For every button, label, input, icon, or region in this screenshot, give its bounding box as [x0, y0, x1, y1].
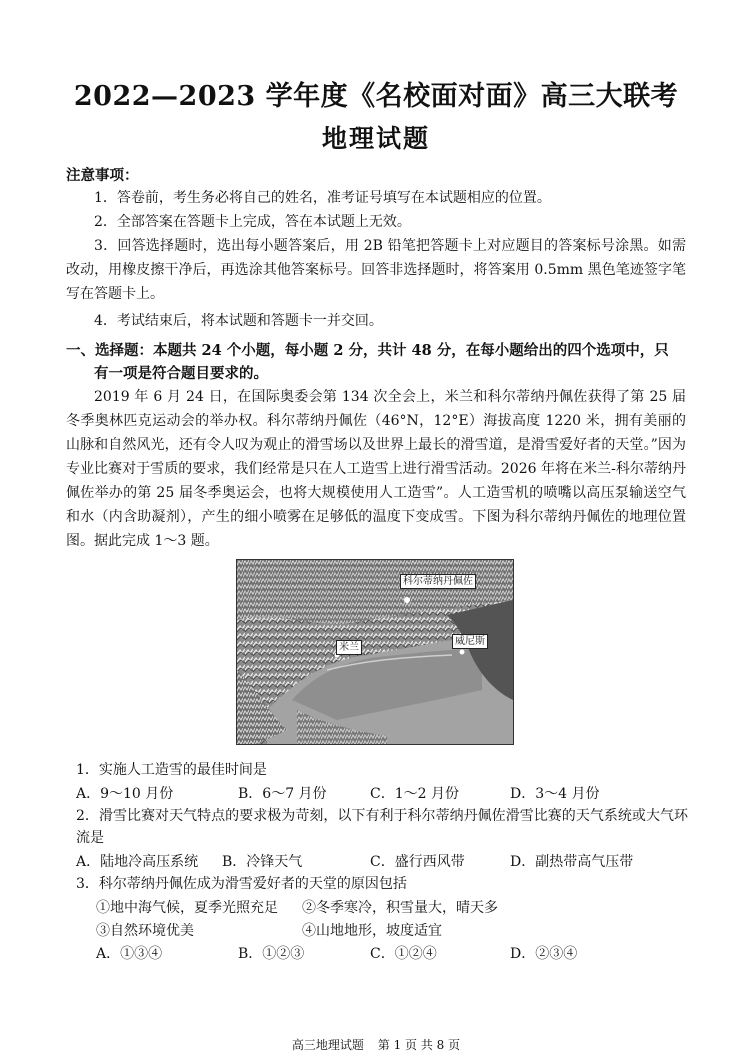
question-2-stem: 2．滑雪比赛对天气特点的要求极为苛刻，以下有利于科尔蒂纳丹佩佐滑雪比赛的天气系统或大气环流是 — [76, 808, 688, 846]
section-heading-line1: 一、选择题：本题共 24 个小题，每小题 2 分，共计 48 分，在每小题给出的四个选项中，只 — [66, 342, 669, 359]
map-label-milan: 米兰 — [336, 640, 362, 655]
question-3-option-a: A．①③④ — [96, 946, 163, 962]
question-2-option-c: C．盛行西风带 — [370, 854, 465, 870]
question-1-option-c: C．1～2 月份 — [370, 786, 459, 802]
question-1-option-a: A．9～10 月份 — [76, 786, 174, 802]
map-label-cortina: 科尔蒂纳丹佩佐 — [400, 574, 476, 589]
footer-subject: 高三地理试题 — [291, 1038, 364, 1052]
question-3-statement-3: ③自然环境优美 — [96, 923, 194, 939]
question-3-option-d: D．②③④ — [510, 946, 578, 962]
question-3-stem: 3．科尔蒂纳丹佩佐成为滑雪爱好者的天堂的原因包括 — [76, 876, 407, 892]
question-1-stem: 1．实施人工造雪的最佳时间是 — [76, 762, 267, 778]
passage-text: 2019 年 6 月 24 日，在国际奥委会第 134 次全会上，米兰和科尔蒂纳丹佩佐获得了第 25 届冬季奥林匹克运动会的举办权。科尔蒂纳丹佩佐（46°N，12°E）海拔高度 1220 米，拥有美丽的山脉和自然风光，还有令人叹为观止的滑雪场以及世界上最长的滑雪道，是滑雪爱好者的天堂。”因为专业比赛对于雪质的要求，我们经常是只在人工造雪上进行滑雪活动。2026 年将在米兰-科尔蒂纳丹佩佐举办的第 25 届冬季奥运会，也将大规模使用人工造雪”。人工造雪机的喷嘴以高压泵输送空气和水（内含助凝剂），产生的细小喷雾在足够低的温度下变成雪。下图为科尔蒂纳丹佩佐的地理位置图。据此完成 1～3 题。 — [66, 389, 686, 549]
question-3-statement-1: ①地中海气候，夏季光照充足 — [96, 900, 278, 916]
note-item-3: 3．回答选择题时，选出每小题答案后，用 2B 铅笔把答题卡上对应题目的答案标号涂黑。如需改动，用橡皮擦干净后，再选涂其他答案标号。回答非选择题时，将答案用 0.5mm 黑色笔迹签字笔写在答题卡上。 — [66, 238, 686, 302]
question-3-statement-2: ②冬季寒冷，积雪量大，晴天多 — [302, 900, 498, 916]
question-1-option-b: B．6～7 月份 — [238, 786, 327, 802]
question-3-option-b: B．①②③ — [238, 946, 305, 962]
notes-heading: 注意事项： — [66, 167, 139, 184]
question-2-option-b: B．冷锋天气 — [222, 854, 303, 870]
section-heading-line2: 有一项是符合题目要求的。 — [94, 365, 268, 382]
question-2-option-a: A．陆地冷高压系统 — [76, 854, 199, 870]
note-item-1: 1．答卷前，考生务必将自己的姓名，准考证号填写在本试题相应的位置。 — [94, 190, 551, 206]
question-1-option-d: D．3～4 月份 — [510, 786, 600, 802]
location-map — [236, 559, 514, 745]
section-heading — [66, 339, 686, 385]
question-3-statement-4: ④山地地形，坡度适宜 — [302, 923, 442, 939]
note-item-4: 4．考试结束后，将本试题和答题卡一并交回。 — [94, 313, 383, 329]
question-2-option-d: D．副热带高气压带 — [510, 854, 634, 870]
map-label-venice: 威尼斯 — [452, 634, 488, 649]
note-item-2: 2．全部答案在答题卡上完成，答在本试题上无效。 — [94, 214, 411, 230]
page-footer — [0, 1036, 752, 1053]
footer-page-number: 第 1 页 共 8 页 — [377, 1038, 461, 1052]
question-3-option-c: C．①②④ — [370, 946, 437, 962]
exam-subtitle: 地理试题 — [321, 124, 430, 153]
exam-title: 2022—2023 学年度《名校面对面》高三大联考 — [73, 81, 679, 112]
